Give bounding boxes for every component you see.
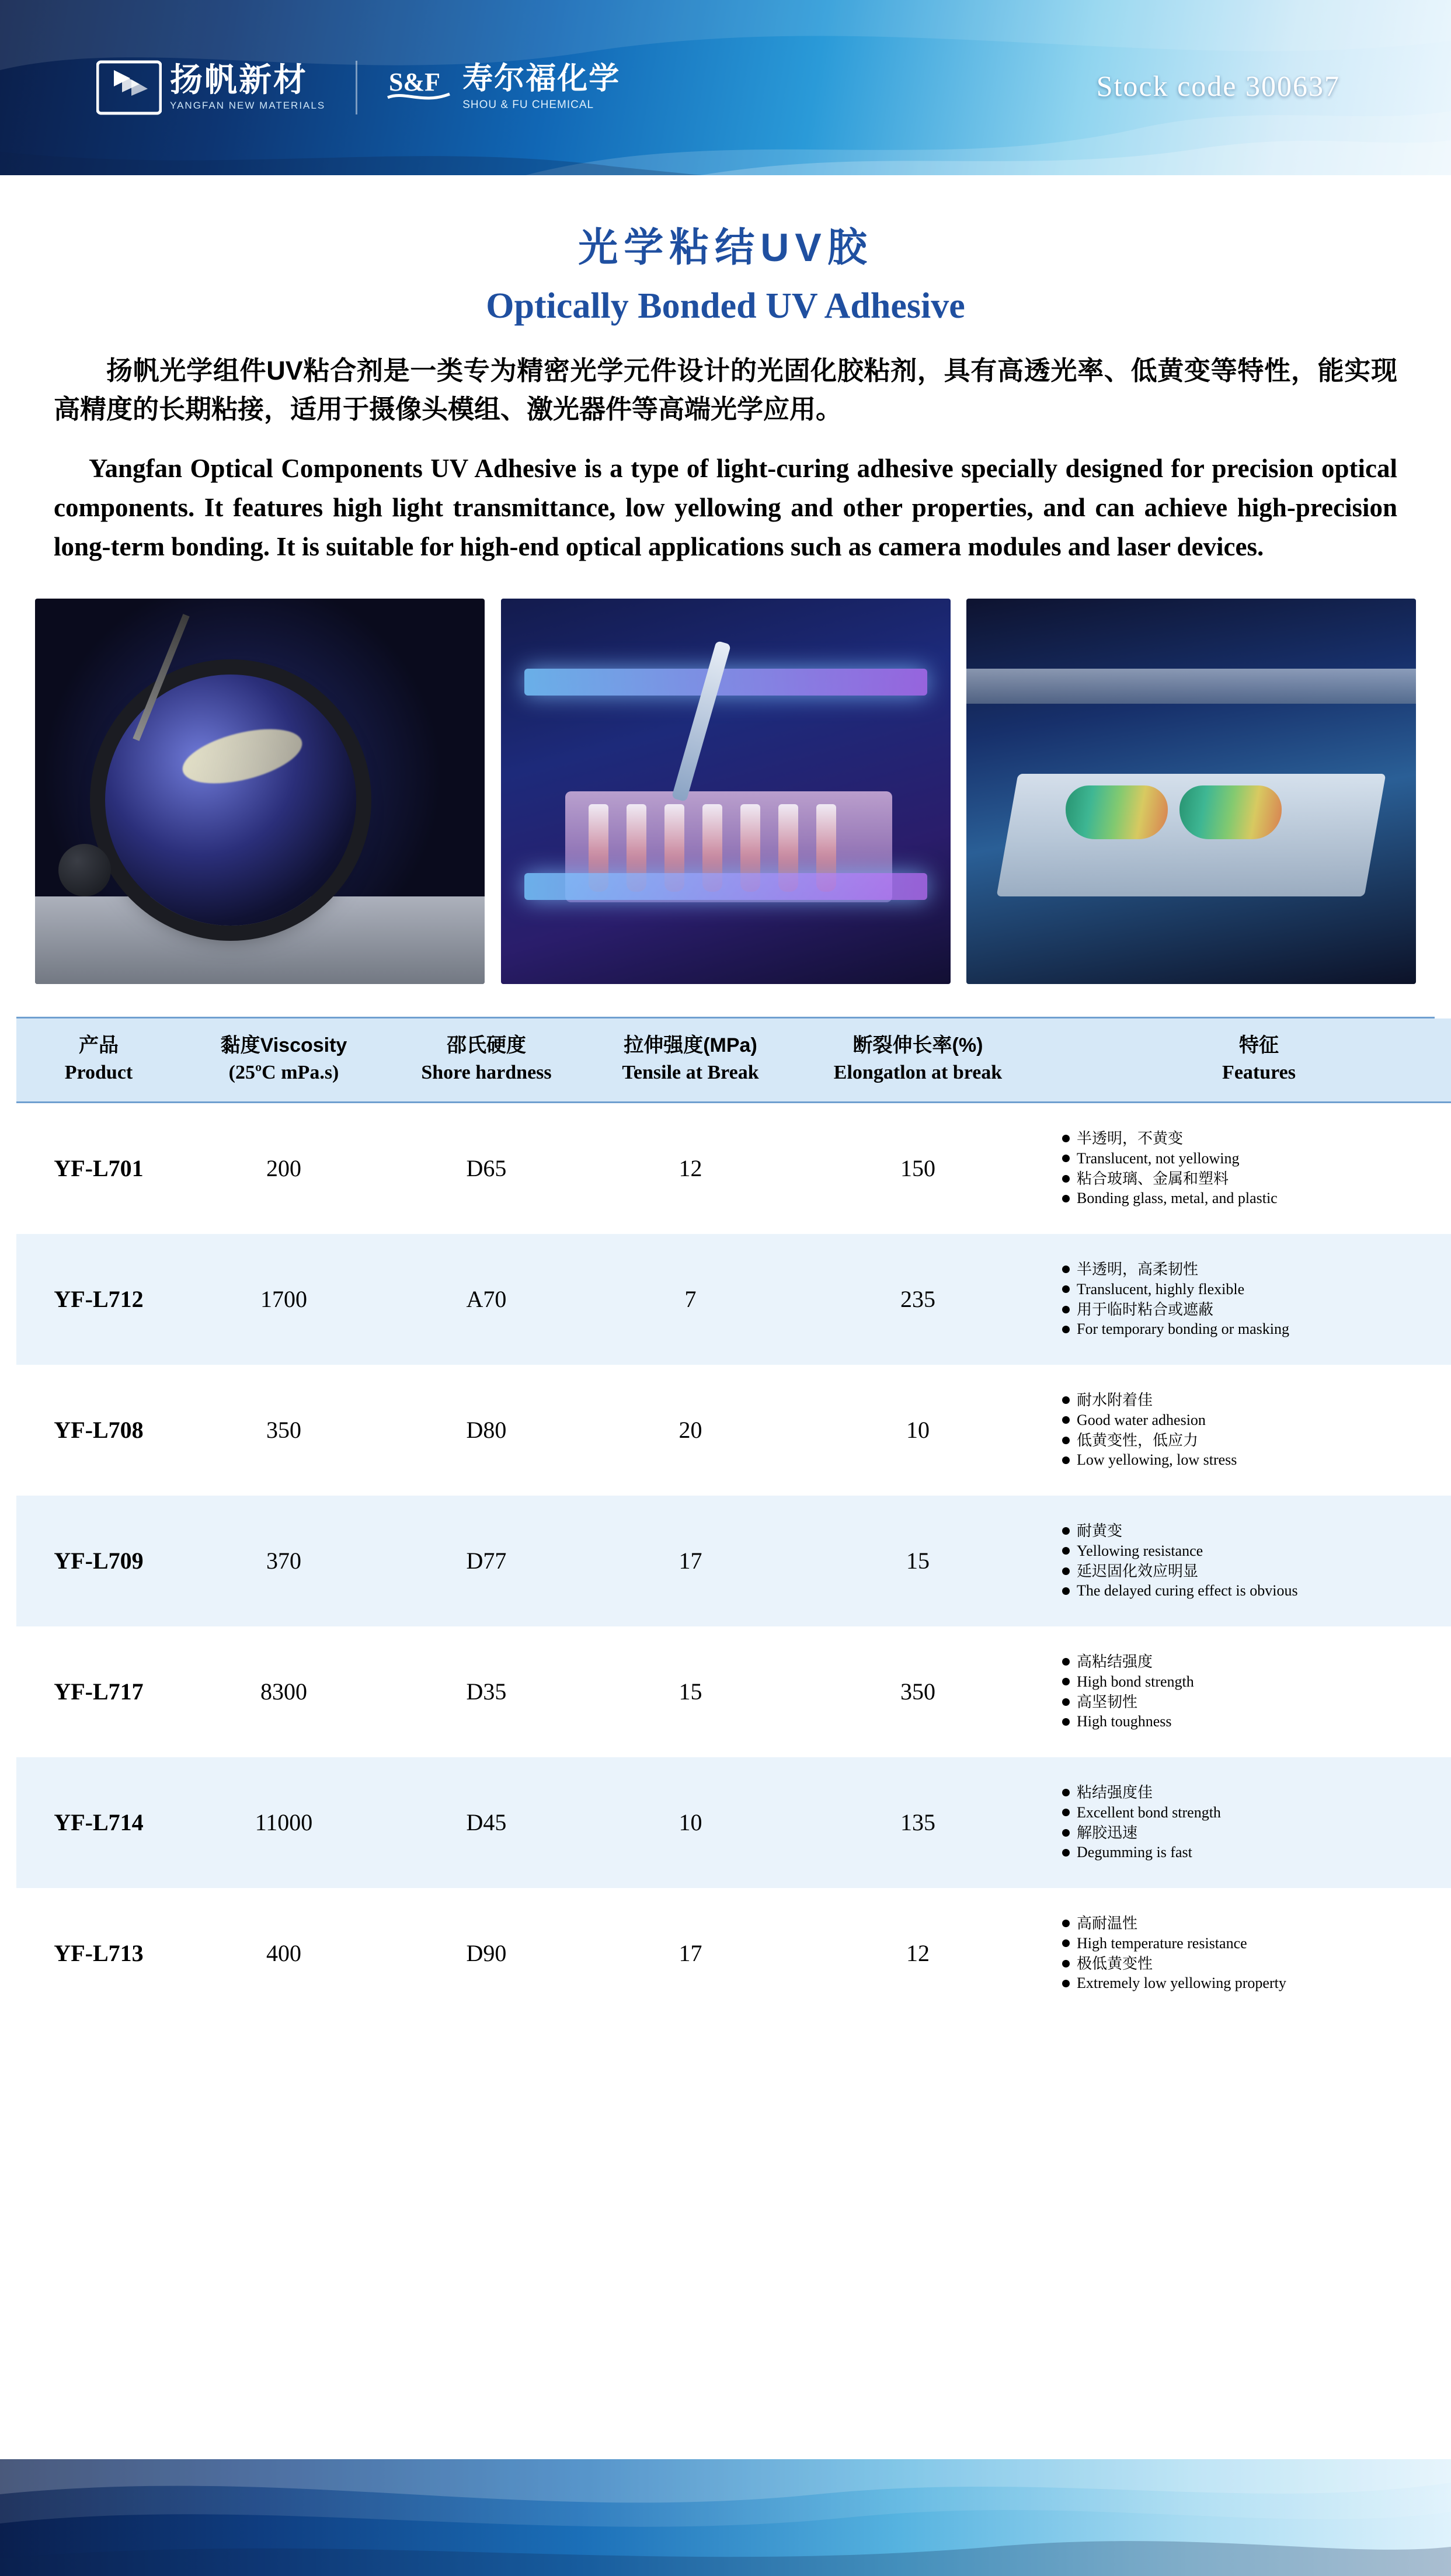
bullet-icon <box>1062 1547 1070 1555</box>
table-row <box>16 1496 1451 1626</box>
shoufu-name-cn: 寿尔福化学 <box>462 62 621 96</box>
feature-item <box>1062 1803 1451 1823</box>
table-row <box>16 1888 1451 2019</box>
yangfan-name-en: YANGFAN NEW MATERIALS <box>170 100 326 111</box>
bullet-icon <box>1062 1960 1070 1967</box>
feature-text: 耐水附着佳 <box>1077 1391 1153 1409</box>
shoufu-badge-icon <box>384 65 453 110</box>
cell-features <box>1041 1365 1451 1496</box>
feature-text: Translucent, not yellowing <box>1077 1149 1240 1167</box>
cell-shore: D77 <box>466 1548 507 1574</box>
col-header-shore <box>387 1018 586 1102</box>
col-header-viscosity-unit: (25ºC mPa.s) <box>228 1062 339 1084</box>
col-header-features-en: Features <box>1222 1062 1296 1084</box>
photo-lens-dispensing <box>35 599 485 984</box>
photo1-knob <box>58 844 111 896</box>
feature-item <box>1062 1581 1451 1601</box>
cell-tensile: 20 <box>678 1417 702 1444</box>
page-title-en: Optically Bonded UV Adhesive <box>486 286 965 326</box>
feature-text: Low yellowing, low stress <box>1077 1451 1237 1469</box>
feature-item <box>1062 1521 1451 1541</box>
photo3-conveyor-rail <box>966 669 1416 704</box>
feature-item <box>1062 1953 1451 1973</box>
cell-tensile: 7 <box>684 1286 697 1313</box>
spec-table-body <box>16 1102 1451 2019</box>
feature-text: 延迟固化效应明显 <box>1077 1562 1199 1580</box>
bullet-icon <box>1062 1175 1070 1183</box>
yangfan-name-cn: 扬帆新材 <box>170 61 308 98</box>
feature-text: 高耐温性 <box>1077 1914 1138 1932</box>
feature-item <box>1062 1712 1451 1732</box>
bullet-icon <box>1062 1658 1070 1666</box>
cell-product: YF-L713 <box>54 1940 144 1967</box>
feature-item <box>1062 1169 1451 1188</box>
feature-item <box>1062 1390 1451 1410</box>
photo-coated-eyewear <box>966 599 1416 984</box>
yangfan-sail-icon <box>96 60 162 116</box>
feature-item <box>1062 1280 1451 1299</box>
feature-item <box>1062 1450 1451 1470</box>
cell-shore: D65 <box>466 1155 507 1182</box>
bullet-icon <box>1062 1155 1070 1162</box>
bullet-icon <box>1062 1416 1070 1424</box>
feature-item <box>1062 1782 1451 1802</box>
cell-features <box>1041 1496 1451 1626</box>
cell-viscosity: 350 <box>266 1417 301 1444</box>
cell-elongation: 150 <box>900 1155 935 1182</box>
page-footer <box>0 2459 1451 2576</box>
feature-text: 半透明，不黄变 <box>1077 1129 1184 1148</box>
cell-features <box>1041 1888 1451 2019</box>
cell-viscosity: 1700 <box>260 1286 307 1313</box>
bullet-icon <box>1062 1567 1070 1575</box>
col-header-shore-en: Shore hardness <box>421 1062 552 1084</box>
bullet-icon <box>1062 1587 1070 1595</box>
feature-item <box>1062 1843 1451 1862</box>
bullet-icon <box>1062 1849 1070 1857</box>
feature-text: 低黄变性，低应力 <box>1077 1431 1199 1449</box>
feature-text: Translucent, highly flexible <box>1077 1280 1245 1298</box>
bullet-icon <box>1062 1920 1070 1927</box>
bullet-icon <box>1062 1939 1070 1947</box>
cell-elongation: 10 <box>906 1417 930 1444</box>
cell-product: YF-L717 <box>54 1678 144 1705</box>
feature-item <box>1062 1259 1451 1279</box>
footer-wave-decoration <box>0 2459 1451 2576</box>
photo2-uv-lamp-top <box>524 669 927 696</box>
feature-text: 粘合玻璃、金属和塑料 <box>1077 1169 1229 1187</box>
feature-text: Excellent bond strength <box>1077 1803 1221 1821</box>
stock-code: Stock code 300637 <box>1096 69 1340 102</box>
feature-item <box>1062 1692 1451 1712</box>
cell-viscosity: 11000 <box>255 1809 313 1836</box>
col-header-tensile-en: Tensile at Break <box>622 1062 759 1084</box>
cell-elongation: 12 <box>906 1940 930 1967</box>
bullet-icon <box>1062 1698 1070 1706</box>
feature-item <box>1062 1561 1451 1581</box>
feature-item <box>1062 1299 1451 1319</box>
cell-shore: D45 <box>466 1809 507 1836</box>
cell-viscosity: 370 <box>266 1548 301 1574</box>
cell-viscosity: 400 <box>266 1940 301 1967</box>
feature-item <box>1062 1652 1451 1671</box>
bullet-icon <box>1062 1437 1070 1444</box>
col-header-elongation-en: Elongatlon at break <box>833 1062 1003 1084</box>
cell-product: YF-L701 <box>54 1155 144 1182</box>
table-row <box>16 1757 1451 1888</box>
feature-text: High toughness <box>1077 1713 1172 1730</box>
table-header-row <box>16 1018 1451 1102</box>
spec-table-head <box>16 1018 1451 1102</box>
photo3-lens-left <box>1066 785 1168 839</box>
bullet-icon <box>1062 1326 1070 1333</box>
intro-paragraph-cn: 扬帆光学组件UV粘合剂是一类专为精密光学元件设计的光固化胶粘剂，具有高透光率、低黄变等特性，能实现高精度的长期粘接，适用于摄像头模组、激光器件等高端光学应用。 <box>54 356 1397 424</box>
feature-text: 高粘结强度 <box>1077 1653 1153 1671</box>
col-header-elongation-cn: 断裂伸长率(%) <box>852 1034 983 1057</box>
bullet-icon <box>1062 1195 1070 1202</box>
col-header-tensile <box>586 1018 795 1102</box>
cell-features <box>1041 1757 1451 1888</box>
feature-text: 用于临时粘合或遮蔽 <box>1077 1300 1214 1318</box>
feature-text: Extremely low yellowing property <box>1077 1974 1286 1992</box>
cell-product: YF-L709 <box>54 1548 144 1574</box>
cell-features <box>1041 1234 1451 1365</box>
cell-features <box>1041 1102 1451 1234</box>
cell-tensile: 17 <box>678 1548 702 1574</box>
feature-item <box>1062 1913 1451 1933</box>
spec-table <box>16 1018 1451 2019</box>
feature-item <box>1062 1430 1451 1450</box>
bullet-icon <box>1062 1527 1070 1535</box>
col-header-product <box>16 1018 181 1102</box>
cell-shore: D35 <box>466 1678 507 1705</box>
bullet-icon <box>1062 1789 1070 1796</box>
photo-gallery <box>35 599 1416 984</box>
photo2-uv-lamp-bottom <box>524 873 927 900</box>
feature-text: 解胶迅速 <box>1077 1823 1138 1841</box>
cell-elongation: 235 <box>900 1286 935 1313</box>
feature-text: 耐黄变 <box>1077 1522 1123 1540</box>
cell-tensile: 10 <box>678 1809 702 1836</box>
feature-text: Degumming is fast <box>1077 1844 1192 1861</box>
bullet-icon <box>1062 1135 1070 1142</box>
bullet-icon <box>1062 1809 1070 1816</box>
logo-shoufu[interactable] <box>384 64 620 112</box>
logo-divider <box>356 61 357 114</box>
logo-yangfan[interactable] <box>96 60 325 116</box>
cell-tensile: 15 <box>678 1678 702 1705</box>
cell-elongation: 135 <box>900 1809 935 1836</box>
table-row <box>16 1234 1451 1365</box>
svg-text:S&F: S&F <box>389 68 441 96</box>
cell-viscosity: 8300 <box>260 1678 307 1705</box>
feature-text: 高坚韧性 <box>1077 1692 1138 1711</box>
bullet-icon <box>1062 1306 1070 1313</box>
col-header-features <box>1041 1018 1451 1102</box>
cell-shore: D80 <box>466 1417 507 1444</box>
bullet-icon <box>1062 1456 1070 1464</box>
col-header-viscosity <box>181 1018 387 1102</box>
bullet-icon <box>1062 1678 1070 1685</box>
cell-viscosity: 200 <box>266 1155 301 1182</box>
shoufu-name-en: SHOU & FU CHEMICAL <box>462 99 594 111</box>
photo2-dispensing-pen <box>671 641 730 802</box>
cell-elongation: 15 <box>906 1548 930 1574</box>
bullet-icon <box>1062 1266 1070 1273</box>
feature-item <box>1062 1823 1451 1843</box>
cell-product: YF-L712 <box>54 1286 144 1313</box>
feature-text: The delayed curing effect is obvious <box>1077 1582 1298 1600</box>
feature-text: Yellowing resistance <box>1077 1542 1203 1559</box>
cell-tensile: 17 <box>678 1940 702 1967</box>
col-header-product-en: Product <box>64 1062 133 1084</box>
bullet-icon <box>1062 1285 1070 1293</box>
cell-shore: D90 <box>466 1940 507 1967</box>
col-header-elongation <box>795 1018 1041 1102</box>
spec-table-wrapper <box>16 1017 1435 2019</box>
col-header-shore-cn: 邵氏硬度 <box>447 1034 526 1057</box>
bullet-icon <box>1062 1718 1070 1726</box>
photo3-eyewear <box>1066 774 1311 850</box>
feature-item <box>1062 1128 1451 1148</box>
page-title-cn: 光学粘结UV胶 <box>578 225 873 270</box>
feature-text: 半透明，高柔韧性 <box>1077 1260 1199 1278</box>
feature-item <box>1062 1149 1451 1169</box>
bullet-icon <box>1062 1829 1070 1837</box>
col-header-features-cn: 特征 <box>1239 1034 1279 1057</box>
cell-tensile: 12 <box>678 1155 702 1182</box>
table-row <box>16 1102 1451 1234</box>
photo-uv-curing-station <box>501 599 951 984</box>
feature-text: High temperature resistance <box>1077 1934 1247 1952</box>
feature-text: Bonding glass, metal, and plastic <box>1077 1190 1278 1207</box>
bullet-icon <box>1062 1980 1070 1987</box>
cell-features <box>1041 1626 1451 1757</box>
intro-paragraph-en: Yangfan Optical Components UV Adhesive is a type of light-curing adhesive specially designed for precision optical components. It features high light transmittance, low yellowing and other properties, and can achieve high-precision long-term bonding. It is suitable for high-end optical applications such as camera modules and laser devices. <box>54 454 1397 561</box>
col-header-tensile-cn: 拉伸强度(MPa) <box>624 1034 757 1057</box>
table-row <box>16 1626 1451 1757</box>
feature-text: 极低黄变性 <box>1077 1954 1153 1972</box>
feature-text: High bond strength <box>1077 1673 1194 1690</box>
cell-product: YF-L714 <box>54 1809 144 1836</box>
cell-product: YF-L708 <box>54 1417 144 1444</box>
photo3-lens-right <box>1179 785 1282 839</box>
feature-item <box>1062 1672 1451 1692</box>
feature-text: For temporary bonding or masking <box>1077 1320 1289 1338</box>
col-header-product-cn: 产品 <box>79 1034 119 1057</box>
cell-shore: A70 <box>466 1286 507 1313</box>
bullet-icon <box>1062 1396 1070 1404</box>
page-header <box>0 0 1451 175</box>
cell-elongation: 350 <box>900 1678 935 1705</box>
feature-item <box>1062 1934 1451 1953</box>
feature-item <box>1062 1188 1451 1208</box>
col-header-viscosity-cn: 黏度Viscosity <box>220 1034 347 1057</box>
feature-item <box>1062 1973 1451 1993</box>
feature-text: Good water adhesion <box>1077 1411 1206 1428</box>
feature-item <box>1062 1541 1451 1561</box>
table-row <box>16 1365 1451 1496</box>
feature-item <box>1062 1319 1451 1339</box>
feature-text: 粘结强度佳 <box>1077 1784 1153 1802</box>
feature-item <box>1062 1410 1451 1430</box>
